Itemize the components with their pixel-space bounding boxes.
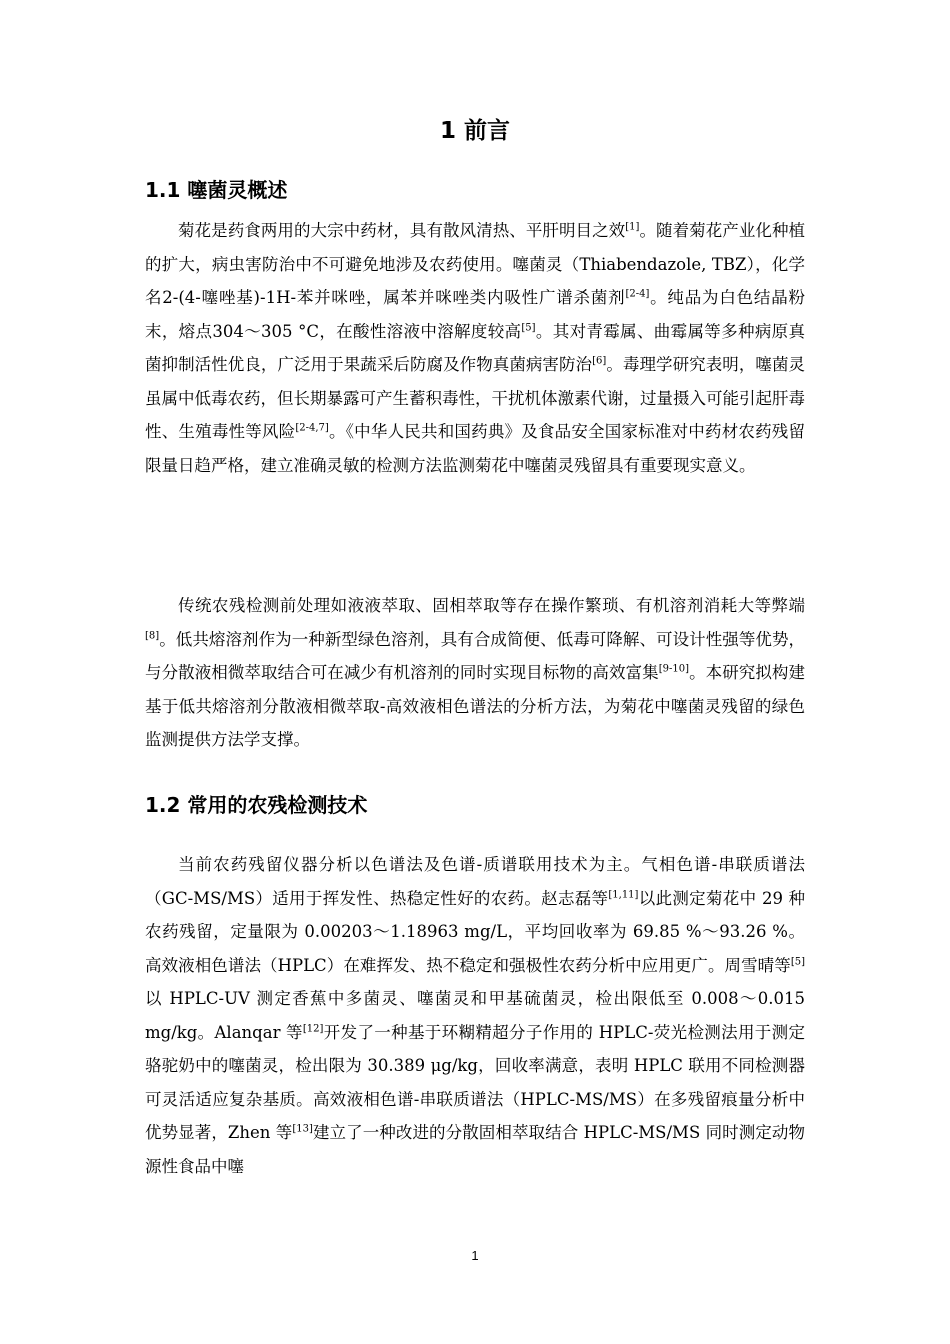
paragraph-pretreatment	[145, 589, 805, 757]
page-number: 1	[471, 1248, 479, 1263]
section-title-1-2: 1.2 常用的农残检测技术	[145, 793, 368, 817]
text-run: 以 HPLC-UV 测定香蕉中多菌灵、噻菌灵和甲基硫菌灵，检出限低至 0.008～0.015 mg/kg。Alanqar 等	[145, 989, 805, 1042]
text-run: 。随着菊花产业化种植的扩大，病虫害防治中不可避免地涉及农药使用。噻菌灵（Thiabendazole, TBZ），化学名2-(4-噻唑基)-1H-苯并咪唑，属苯并咪唑类内吸性广谱杀菌剂	[145, 221, 806, 307]
citation-ref: [5]	[521, 322, 536, 333]
text-run: 。低共熔溶剂作为一种新型绿色溶剂，具有合成简便、低毒可降解、可设计性强等优势，与分散液相微萃取结合可在减少有机溶剂的同时实现目标物的高效富集	[145, 629, 805, 682]
text-run: 。本研究拟构建基于低共熔溶剂分散液相微萃取-高效液相色谱法的分析方法，为菊花中噻菌灵残留的绿色监测提供方法学支撑。	[145, 663, 806, 749]
text-run: 传统农残检测前处理如液液萃取、固相萃取等存在操作繁琐、有机溶剂消耗大等弊端	[178, 596, 805, 615]
citation-ref: [6]	[592, 355, 607, 367]
citation-ref: [2-4,7]	[295, 422, 329, 434]
citation-ref: [9-10]	[658, 663, 689, 675]
citation-ref: [5]	[790, 956, 805, 967]
text-run: 建立了一种改进的分散固相萃取结合 HPLC-MS/MS 同时测定动物源性食品中噻	[145, 1123, 805, 1176]
text-run: 以此测定菊花中 29 种农药残留，定量限为 0.00203～1.18963 mg/L，平均回收率为 69.85 %～93.26 %。高效液相色谱法（HPLC）在难挥发、热不稳定和强极性农药分析中应用更广。周雪晴等	[145, 888, 805, 975]
text-run: 菊花是药食两用的大宗中药材，具有散风清热、平肝明目之效	[178, 221, 626, 240]
citation-ref: [2-4]	[625, 288, 650, 300]
chapter-title: 1 前言	[439, 118, 510, 144]
text-run: 。纯品为白色结晶粉末，熔点304～305 °C，在酸性溶液中溶解度较高	[145, 288, 805, 341]
paragraph-detection-techniques	[145, 848, 805, 1183]
citation-ref: [13]	[292, 1123, 313, 1135]
section-title-1-1: 1.1 噻菌灵概述	[145, 178, 288, 202]
text-run: 。其对青霉属、曲霉属等多种病原真菌抑制活性优良，广泛用于果蔬采后防腐及作物真菌病害防治	[145, 321, 806, 374]
citation-ref: [1]	[625, 221, 640, 233]
text-run: 当前农药残留仪器分析以色谱法及色谱-质谱联用技术为主。气相色谱-串联质谱法（GC-MS/MS）适用于挥发性、热稳定性好的农药。赵志磊等	[145, 855, 805, 908]
citation-ref: [1,11]	[608, 889, 639, 900]
text-run: 。毒理学研究表明，噻菌灵虽属中低毒农药，但长期暴露可产生蓄积毒性，干扰机体激素代谢，过量摄入可能引起肝毒性、生殖毒性等风险	[145, 355, 806, 441]
citation-ref: [12]	[302, 1023, 324, 1034]
text-run: 。《中华人民共和国药典》及食品安全国家标准对中药材农药残留限量日趋严格，建立准确灵敏的检测方法监测菊花中噻菌灵残留具有重要现实意义。	[145, 422, 806, 475]
citation-ref: [8]	[145, 630, 160, 641]
paragraph-tbz-overview	[145, 214, 805, 482]
text-run: 开发了一种基于环糊精超分子作用的 HPLC-荧光检测法用于测定骆驼奶中的噻菌灵，检出限为 30.389 μg/kg，回收率满意，表明 HPLC 联用不同检测器可灵活适应复杂基质。高效液相色谱-串联质谱法（HPLC-MS/MS）在多残留痕量分析中优势显著，Zhen 等	[145, 1022, 805, 1142]
